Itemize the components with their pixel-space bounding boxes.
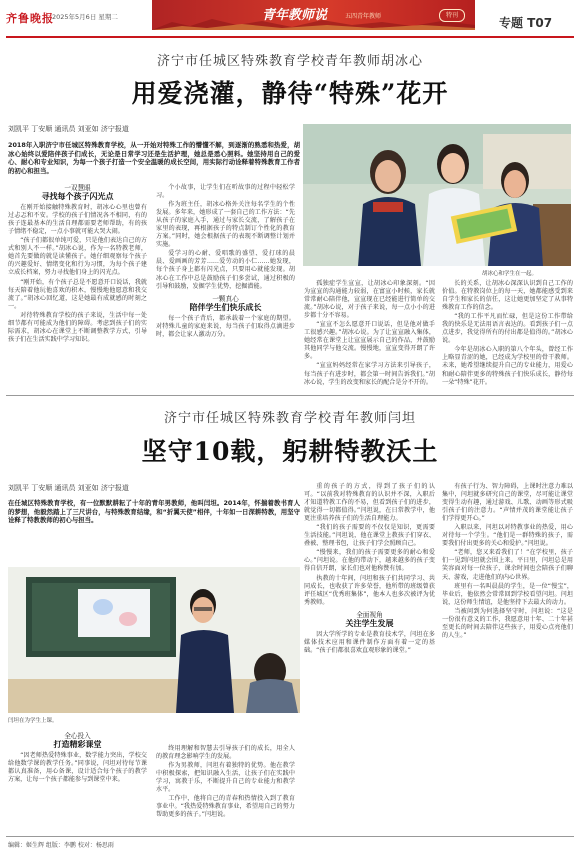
article2-column-1	[8, 728, 147, 785]
article1-photo	[303, 124, 571, 266]
article2-subhead-2-small: 全面视角	[356, 610, 383, 619]
paragraph: 有孩子行为、智力障碍，上课时注意力难以集中，闫坦就多研究自己的课堂，尽可能让课堂变得生动有趣，通过游戏、儿歌、动画等形式吸引孩子们的注意力。“声情并茂的课堂能让孩子们学得更开心。”	[442, 483, 573, 523]
special-issue-banner	[152, 0, 475, 30]
article1-column-3	[304, 280, 435, 388]
teacher-with-students-image	[303, 124, 571, 266]
article2-subhead-1-small: 全心投入	[64, 732, 91, 740]
paragraph: 每一个孩子背后，都承载着一个家庭的期望。对特殊儿童的家庭来说，每当孩子们取得点滴进步时，都会让家人激动万分。	[156, 314, 295, 338]
paragraph: 终用理解和智慧去引导孩子们的成长，用全人的教育理念影响学生的发展。	[156, 745, 295, 761]
article1-photo-caption: 胡冰心和学生在一起。	[482, 271, 538, 277]
article1-column-2	[156, 184, 295, 340]
paragraph: 重的孩子的方式，得到了孩子们的认可。“以前我对特殊教育的认识并不深，入职后才知道特教工作的不易，但看到孩子们的进步，就觉得一切都值得。”闫坦说，在日常教学中，他更注重培养孩子们的生活自理能力。	[304, 483, 435, 523]
article2-photo-caption: 闫坦在为学生上课。	[8, 718, 58, 724]
paragraph: 因大学所学的专业是教育技术学，闫坦在多媒体技术应用和课件制作方面有着一定的基础。“孩子们都很喜欢直观形象的课堂。”	[304, 630, 435, 654]
newspaper-logo: 齐鲁晚报	[6, 12, 54, 25]
paragraph: “我的工作平凡而忙碌，但是这份工作带给我的快乐是无法用语言表达的。看到孩子们一点点进步，我觉得所有的付出都是值得的。”胡冰心说。	[442, 313, 573, 345]
editor-credits: 编辑：姬生辉 组版：李鹏 校对：杨思雨	[8, 842, 114, 849]
article1-subhead-2: 陪伴学生们快乐成长	[189, 302, 262, 312]
article2-byline: 刘凯平 丁安顺 通讯员 刘亚如 济宁报道	[8, 484, 129, 492]
article1-column-1	[8, 180, 147, 345]
article2-lead: 在任城区特殊教育学校，有一位默默耕耘了十年的青年男教师，他叫闫坦。2014年，怀揣着教书育人的梦想，他毅然踏上了三尺讲台，与特殊教育结缘，和“折翼天使”相伴，十年如一日深耕特教，用坚守诠释了特教教师的初心与担当。	[8, 499, 300, 525]
paragraph: 孤独症学生宣宣，让胡冰心印象深刻。“因为宣宣的沟通能力较弱，在富宣小时候，家长就常常耐心陪伴他，宣宣现在已经能进行简单的交流。”胡冰心说，对于孩子来说，每一点小小的进步都十分不容易。	[304, 280, 435, 320]
paragraph: “宣宣妈妈经常在家学习方法来引导孩子，每当孩子有进步时，都会第一时间告诉我们。”胡冰心说，学生的改变和家长的配合是分不开的。	[304, 362, 435, 386]
article-divider	[6, 395, 574, 396]
article1-subhead-2-small: 一颗真心	[212, 294, 239, 303]
article2-column-4	[442, 483, 573, 641]
paragraph: “我们的孩子需要的不仅仅是知识，更需要生活技能。”闫坦说，他在课堂上教孩子们穿衣、叠被、整理书包，让孩子们学会照顾自己。	[304, 524, 435, 548]
paragraph: 当被问到为何选择坚守时，闫坦说：“这是一份很有意义的工作，我愿意用十年、二十年甚至更长的时间去陪伴这些孩子，用爱心点亮他们的人生。”	[442, 607, 573, 639]
teacher-in-classroom-image	[8, 567, 300, 713]
paragraph: 作为男教师，闫坦有着独特的优势。他在教学中积极探索，把知识融入生活，让孩子们在实践中学习，寓教于乐，不断提升自己的专业能力和教学水平。	[156, 762, 295, 794]
article1-headline: 用爱浇灌，静待“特殊”花开	[131, 79, 449, 108]
article1-column-4	[442, 280, 573, 388]
footer-rule	[6, 836, 574, 837]
paragraph: 工作中，他将自己的青春和热情投入到了教育事业中。“我热爱特殊教育事业，希望用自己的努力帮助更多的孩子。”闫坦说。	[156, 795, 295, 819]
paragraph: “因老师热爱特殊事业，数学能力突出，学校交给他数学课的教学任务。”同事说，闫坦对待每节课都认真准备，用心备课，设计适合每个孩子的教学方案，让每一个孩子都能参与到课堂中来。	[8, 752, 147, 784]
paragraph: “慢慢来，我们的孩子需要更多的耐心和爱心。”闫坦说。在他的带动下，越来越多的孩子变得自信开朗，家长们也对他称赞有加。	[304, 549, 435, 573]
article2-column-3	[304, 483, 435, 656]
article2-subhead-1: 打造精彩课堂	[53, 740, 102, 750]
paragraph: “宣宣不怎么愿意开口说话，但是他对做手工很感兴趣。”胡冰心说。为了让宣宣融入集体，她经常在课堂上让宣宣展示自己的作品，并鼓励其他同学与他交流。慢慢地，宣宣变得开朗了许多。	[304, 321, 435, 361]
article1-subhead-1: 寻找每个孩子闪光点	[41, 192, 114, 202]
section-label: 专题 T07	[499, 16, 553, 30]
paragraph: 作为班主任，胡冰心格外关注每名学生的个性发展。多年来，她形成了一套自己的工作方法：“先从孩子的家庭入手，通过与家长交流，了解孩子在家里的表现，再根据孩子的特点制订个性化的教育方案。”同时，她会根据孩子的表现不断调整计划并实施。	[156, 201, 295, 249]
paragraph: 个小故事，让学生们在听故事的过程中轻松学习。	[156, 184, 295, 200]
paragraph: “刚开始，有个孩子总是不愿意开口说话，我就每天陪着他玩他喜欢的积木，慢慢地他愿意和我交流了。”胡冰心回忆道，这是她最有成就感的时刻之一。	[8, 278, 147, 310]
article2-column-2	[156, 745, 295, 820]
paragraph: 爱学习的心耐、爱唱歌的盛望、爱打球的晨晨、爱画画的芳芳……爱劳动的小仁……她发现，每个孩子身上都有闪光点，只要用心就能发现。胡冰心在工作中总是鼓励孩子们多尝试，通过积极的引导和鼓励，发掘学生优势，挖掘潜能。	[156, 250, 295, 290]
paragraph: 执教的十年间，闫坦和孩子们共同学习、共同成长，也收获了许多荣誉，他所带的班级曾获评任城区“优秀班集体”，他本人也多次被评为优秀教师。	[304, 574, 435, 606]
paragraph: 在刚开始接触特殊教育时，胡冰心心里也曾有过忐忑和不安。学校的孩子们情况各不相同，有的孩子连最基本的生活自理都需要老师帮助，有的孩子情绪不稳定，一点小事就可能大哭大闹。	[8, 204, 147, 236]
issue-date: 2025年5月6日 星期二	[52, 13, 118, 21]
paragraph: 今年是胡冰心入职的第八个年头，曾经工作上略显青涩的她，已经成为学校里的骨干教师。未来，她希望继续提升自己的专业能力，用爱心和耐心陪伴更多的特殊孩子们快乐成长，静待每一朵“特殊”花开。	[442, 346, 573, 386]
article1-subhead-1-small: 一双慧眼	[64, 184, 91, 192]
article2-kicker: 济宁市任城区特殊教育学校青年教师闫坦	[163, 411, 416, 426]
paragraph: “孩子们都很单纯可爱，只是他们表达自己的方式和别人不一样。”胡冰心说，作为一名特教老师，她首先要做的就是读懂孩子。她仔细观察每个孩子的兴趣爱好、情绪变化和行为习惯，为每个孩子建立成长档案，努力寻找他们身上的闪光点。	[8, 237, 147, 277]
banner-subtitle: 五四青年教师	[345, 13, 382, 20]
paragraph: 班里有一名叫晨晨的学生，是一位“慢宝”，毕业后，他依然会常常回到学校看望闫坦。闫坦说，这份师生情谊，是他坚持下去最大的动力。	[442, 582, 573, 606]
paragraph: 入职以来，闫坦以对特教事业的热爱，用心对待每一个学生。“他们是一群特殊的孩子，需要我们付出更多的关心和爱护。”闫坦说。	[442, 524, 573, 548]
masthead-rule	[6, 36, 574, 38]
masthead	[0, 0, 580, 38]
paragraph: “老师，您又来看我们了！”在学校里，孩子们一见到闫坦就会围上来。平日里，闫坦总是用笑容面对每一位孩子，课余时间也会陪孩子们聊天、游戏，走进他们的内心世界。	[442, 549, 573, 581]
paragraph: 对待特殊教育学校的孩子来说，生活中每一处细节都有可能成为他们的障碍。考虑到孩子们的实际需求，胡冰心在课堂上不断调整教学方式，引导孩子们在生活实践中学习知识。	[8, 311, 147, 343]
banner-tag: 特刊	[439, 9, 465, 22]
article2-headline: 坚守10载，躬耕特教沃土	[141, 437, 439, 466]
article1-kicker: 济宁市任城区特殊教育学校青年教师胡冰心	[156, 54, 423, 69]
article1-byline: 刘凯平 丁安顺 通讯员 刘亚如 济宁报道	[8, 125, 129, 133]
article1-lead: 2018年入职济宁市任城区特殊教育学校，从一开始对特殊工作的懵懂不解，到逐渐的熟悉和热爱，胡冰心始终以爱陪伴孩子们成长，无论是日常学习还是生活护理，她总是悉心照料。她坚持用自己的爱心、耐心和专业知识，为每一个孩子打造一个安全温暖的成长空间，用实际行动诠释着特殊教育工作者的初心和担当。	[8, 141, 300, 175]
article2-photo	[8, 567, 300, 713]
banner-title: 青年教师说	[262, 8, 328, 23]
paragraph: 长的关系，让胡冰心深深认识到自己工作的价值。在特教岗位上的每一天，她都能感受到来自学生和家长的信任，这让她更加坚定了从事特殊教育工作的信念。	[442, 280, 573, 312]
article2-subhead-2: 关注学生发展	[345, 618, 394, 628]
